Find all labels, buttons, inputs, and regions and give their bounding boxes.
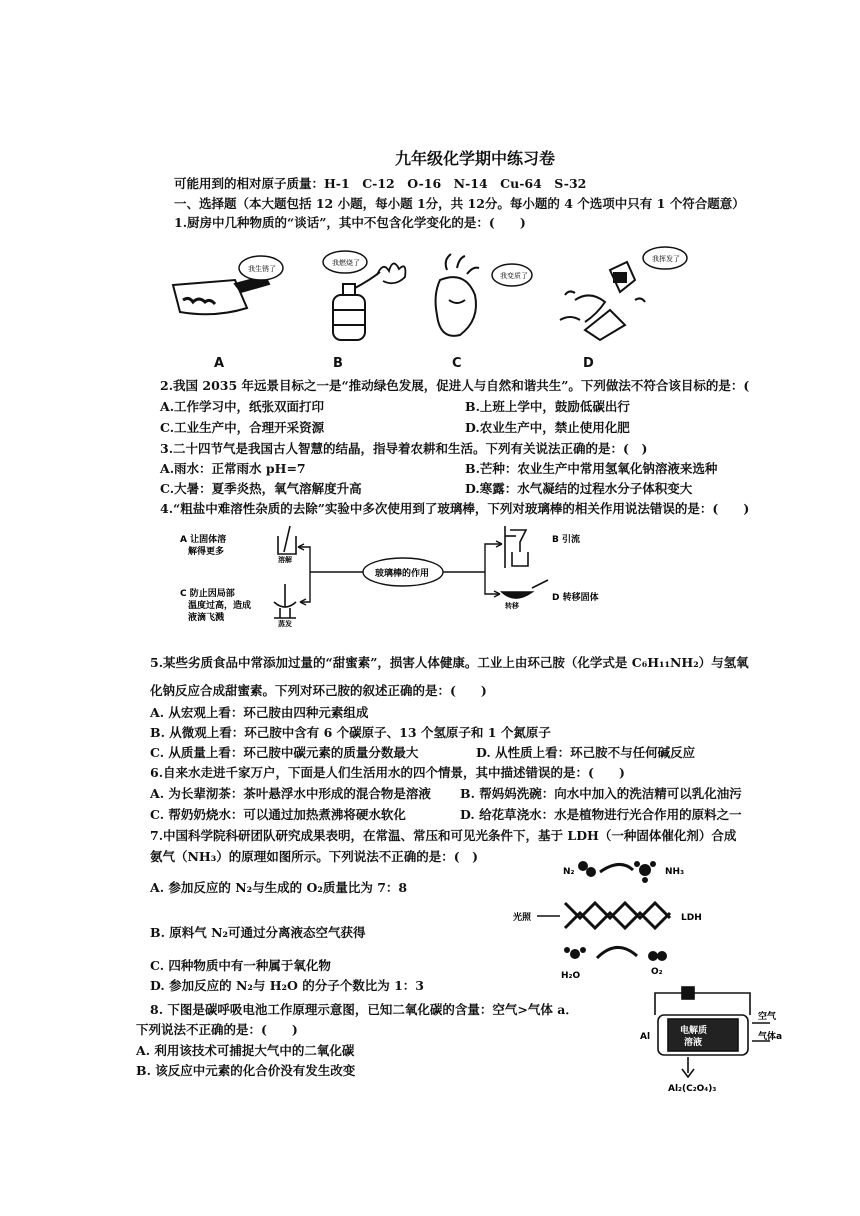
section-heading: 一、选择题（本大题包括 12 小题，每小题 1分，共 12分。每小题的 4 个选项中只有 1 个符合题意） (174, 196, 745, 211)
q4-c-line1: C 防止因局部 (180, 589, 235, 599)
q3-option-b: B.芒种：农业生产中常用氢氧化钠溶液来选种 (465, 461, 718, 476)
q5-stem-line2: 化钠反应合成甜蜜素。下列对环己胺的叙述正确的是：( ) (150, 683, 487, 698)
bubble-a-text: 我生锈了 (248, 265, 276, 273)
q8-fig-gas-a: 气体a (758, 1032, 783, 1042)
q4-a-line1: A 让固体溶 (180, 535, 227, 545)
o2-molecule (648, 951, 667, 961)
q7-arrow-bottom (597, 947, 637, 958)
q2-option-c: C.工业生产中，合理开采资源 (160, 420, 325, 435)
q7-figure (505, 858, 715, 988)
gas-tank-illustration (333, 263, 405, 340)
q2-stem: 2.我国 2035 年远景目标之一是“推动绿色发展，促进人与自然和谐共生”。下列做法不符合该目标的是：( (160, 378, 750, 393)
q7-fig-n2: N₂ (563, 867, 575, 877)
bubble-c (492, 264, 532, 286)
q7-arrow-top (600, 864, 633, 872)
q8-fig-al: Al (640, 1032, 651, 1042)
bottle-illustration (560, 262, 645, 340)
q7-stem-line1: 7.中国科学院科研团队研究成果表明，在常温、常压和可见光条件下，基于 LDH（一种固体催化剂）合成 (150, 828, 737, 843)
q2-option-d: D.农业生产中，禁止使用化肥 (465, 420, 630, 435)
evaporate-dish-icon (274, 584, 296, 618)
q4-a-line2: 解得更多 (188, 547, 225, 557)
battery-circuit (655, 987, 770, 1077)
q6-option-a: A. 为长辈沏茶：茶叶悬浮水中形成的混合物是溶液 (150, 786, 431, 801)
q4-b-label: B 引流 (552, 535, 580, 545)
n2-molecule (578, 861, 596, 877)
food-illustration (436, 254, 479, 336)
q1-label-b: B (333, 356, 343, 371)
q8-fig-electrolyte-1: 电解质 (680, 1026, 708, 1036)
q2-option-a: A.工作学习中，纸张双面打印 (160, 399, 325, 414)
q6-option-c: C. 帮奶奶烧水：可以通过加热煮沸将硬水软化 (150, 807, 406, 822)
q4-c-line3: 液滴飞溅 (188, 613, 225, 623)
q1-figure (165, 240, 705, 350)
q8-stem-line1: 8. 下图是碳呼吸电池工作原理示意图，已知二氧化碳的含量：空气>气体 a． (150, 1002, 578, 1017)
q7-option-d: D. 参加反应的 N₂与 H₂O 的分子个数比为 1：3 (150, 978, 424, 993)
ldh-lattice (565, 903, 670, 928)
q4-c-caption: 蒸发 (278, 620, 292, 628)
q7-fig-light: 光照 (513, 913, 532, 923)
q6-option-d: D. 给花草浇水：水是植物进行光合作用的原料之一 (460, 807, 742, 822)
q8-option-b: B. 该反应中元素的化合价没有发生改变 (136, 1063, 356, 1078)
q1-label-c: C (452, 356, 462, 371)
knife-illustration (173, 276, 269, 314)
q3-option-c: C.大暑：夏季炎热，氧气溶解度升高 (160, 481, 362, 496)
bubble-a (239, 256, 283, 280)
q3-option-d: D.寒露：水气凝结的过程水分子体积变大 (465, 481, 693, 496)
q5-option-a: A. 从宏观上看：环己胺由四种元素组成 (150, 705, 369, 720)
q7-option-b: B. 原料气 N₂可通过分离液态空气获得 (150, 925, 366, 940)
q1-label-a: A (214, 356, 225, 371)
q8-figure (640, 985, 790, 1097)
bubble-d-text: 我挥发了 (652, 255, 680, 263)
nh3-molecule (634, 861, 656, 883)
q7-fig-ldh: LDH (681, 913, 702, 923)
q5-option-b: B. 从微观上看：环己胺中含有 6 个碳原子、13 个氢原子和 1 个氮原子 (150, 725, 551, 740)
q8-fig-product: Al₂(C₂O₄)₃ (668, 1084, 717, 1094)
q5-option-d: D. 从性质上看：环己胺不与任何碱反应 (476, 745, 696, 760)
q8-fig-electrolyte-2: 溶液 (684, 1038, 703, 1048)
bubble-b (323, 251, 367, 273)
atomic-masses: 可能用到的相对原子质量：H-1 C-12 O-16 N-14 Cu-64 S-32 (174, 176, 587, 191)
q1-stem: 1.厨房中几种物质的“谈话”，其中不包含化学变化的是：( ) (174, 215, 526, 230)
q7-stem-line2: 氨气（NH₃）的原理如图所示。下列说法不正确的是：( ) (150, 849, 479, 864)
q5-stem-line1: 5.某些劣质食品中常添加过量的“甜蜜素”，损害人体健康。工业上由环己胺（化学式是 C₆H₁₁NH₂）与氢氧 (150, 655, 749, 670)
q4-center-label: 玻璃棒的作用 (375, 569, 430, 579)
q7-option-a: A. 参加反应的 N₂与生成的 O₂质量比为 7：8 (150, 880, 408, 895)
q4-stem: 4.“粗盐中难溶性杂质的去除”实验中多次使用到了玻璃棒，下列对玻璃棒的相关作用说法错误的是：( ) (160, 501, 750, 516)
q4-d-label: D 转移固体 (552, 593, 599, 603)
q3-stem: 3.二十四节气是我国古人智慧的结晶，指导着农耕和生活。下列有关说法正确的是：( ) (160, 441, 648, 456)
q4-figure (170, 522, 630, 632)
q2-option-b: B.上班上学中，鼓励低碳出行 (465, 399, 630, 414)
dissolve-beaker-icon (278, 526, 296, 554)
q4-a-caption: 溶解 (278, 556, 292, 564)
filter-funnel-icon (505, 526, 528, 568)
q1-label-d: D (583, 356, 594, 371)
q7-option-c: C. 四种物质中有一种属于氧化物 (150, 958, 331, 973)
bubble-c-text: 我变质了 (500, 272, 528, 280)
page-title: 九年级化学期中练习卷 (395, 149, 556, 168)
q7-fig-nh3: NH₃ (665, 867, 685, 877)
q6-option-b: B. 帮妈妈洗碗：向水中加入的洗洁精可以乳化油污 (460, 786, 742, 801)
bubble-d (643, 247, 687, 269)
transfer-dish-icon (502, 580, 548, 598)
q4-c-line2: 温度过高，造成 (188, 601, 252, 611)
q8-option-a: A. 利用该技术可捕捉大气中的二氧化碳 (136, 1043, 355, 1058)
q5-option-c: C. 从质量上看：环己胺中碳元素的质量分数最大 (150, 745, 419, 760)
h2o-molecule (564, 947, 586, 959)
q7-fig-o2: O₂ (651, 967, 663, 977)
q6-stem: 6.自来水走进千家万户，下面是人们生活用水的四个情景，其中描述错误的是：( ) (150, 765, 625, 780)
q7-fig-h2o: H₂O (561, 971, 581, 981)
q8-fig-air: 空气 (758, 1012, 777, 1022)
q8-stem-line2: 下列说法不正确的是：( ) (136, 1022, 298, 1037)
q3-option-a: A.雨水：正常雨水 pH=7 (160, 461, 306, 476)
bubble-b-text: 我燃烧了 (332, 259, 360, 267)
q4-d-caption: 转移 (505, 602, 519, 610)
